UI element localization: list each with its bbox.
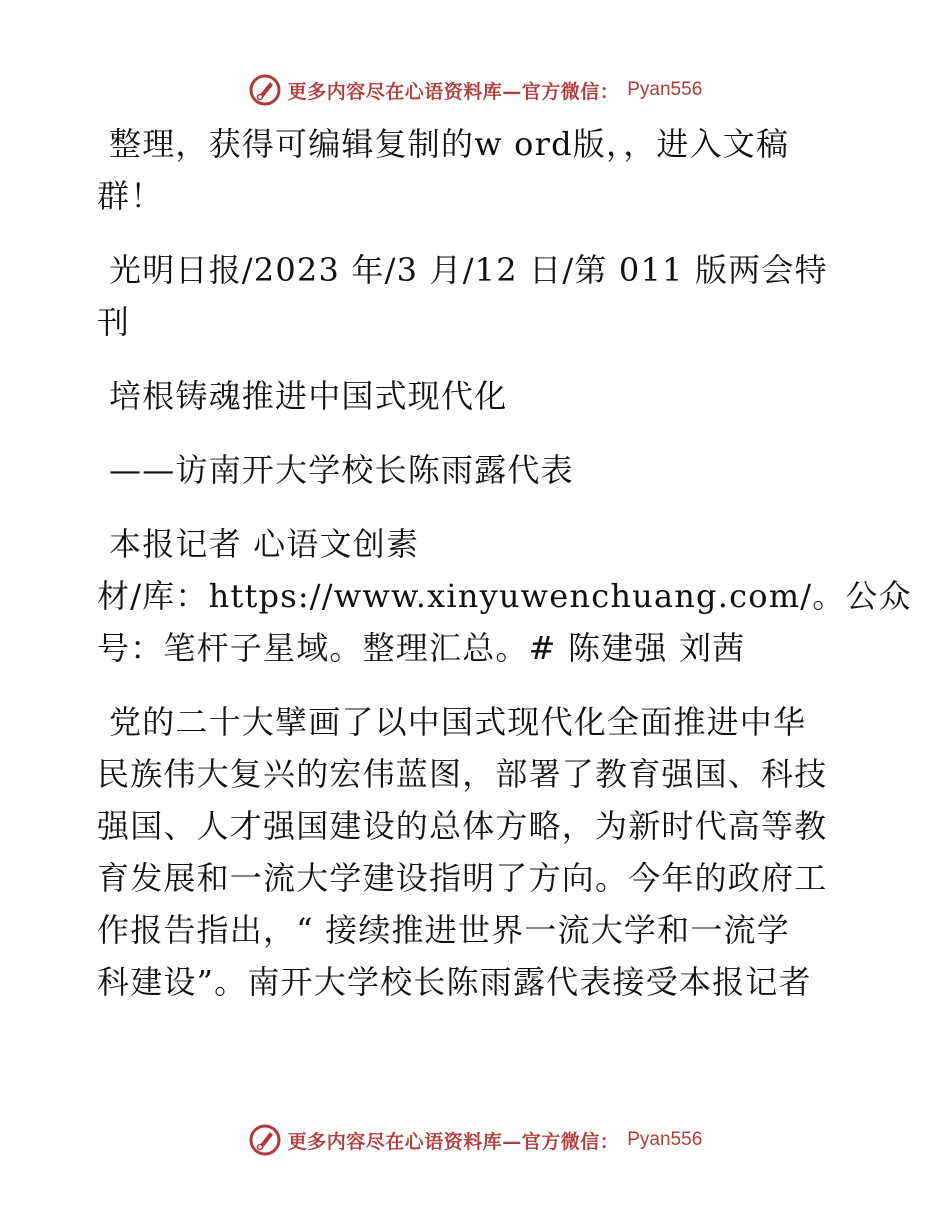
text-line: 党的二十大擘画了以中国式现代化全面推进中华	[109, 703, 807, 741]
text-line: 刊	[97, 303, 131, 341]
footer-watermark-banner	[0, 1120, 950, 1160]
text-line: 整理，获得可编辑复制的w ord版，，进入文稿	[109, 125, 790, 163]
pen-seal-icon	[248, 1123, 282, 1157]
text-line: 材/库：https://www.xinyuwenchuang.com/。公众	[97, 577, 912, 615]
text-line: 本报记者 心语文创素	[109, 525, 420, 563]
title-line: 培根铸魂推进中国式现代化	[109, 377, 508, 415]
watermark-wechat-id: Pyan556	[627, 79, 703, 100]
text-line: 号：笔杆子星域。整理汇总。# 陈建强 刘茜	[97, 629, 746, 667]
article-title	[97, 370, 857, 422]
watermark-text: 更多内容尽在心语资料库—官方微信：	[287, 80, 620, 103]
text-line: 科建设”。南开大学校长陈雨露代表接受本报记者	[97, 963, 812, 1001]
document-body	[97, 118, 912, 1008]
header-watermark-banner	[0, 70, 950, 110]
watermark-text: 更多内容尽在心语资料库—官方微信：	[287, 1130, 620, 1153]
watermark-wechat-id: Pyan556	[627, 1129, 703, 1150]
text-line: 强国、人才强国建设的总体方略，为新时代高等教	[97, 807, 828, 845]
article-subtitle	[97, 444, 857, 496]
text-line: 作报告指出，“ 接续推进世界一流大学和一流学	[97, 911, 790, 949]
text-line: 育发展和一流大学建设指明了方向。今年的政府工	[97, 859, 828, 897]
text-line: 群！	[97, 177, 164, 215]
text-line: 民族伟大复兴的宏伟蓝图，部署了教育强国、科技	[97, 755, 828, 793]
subtitle-line: ——访南开大学校长陈雨露代表	[109, 451, 574, 489]
byline	[97, 518, 857, 570]
source-line	[97, 244, 857, 348]
source-note-paragraph	[97, 570, 912, 674]
text-line: 光明日报/2023 年/3 月/12 日/第 011 版两会特	[109, 251, 828, 289]
pen-seal-icon	[248, 73, 282, 107]
intro-paragraph	[97, 118, 857, 222]
body-paragraph	[97, 696, 857, 1008]
